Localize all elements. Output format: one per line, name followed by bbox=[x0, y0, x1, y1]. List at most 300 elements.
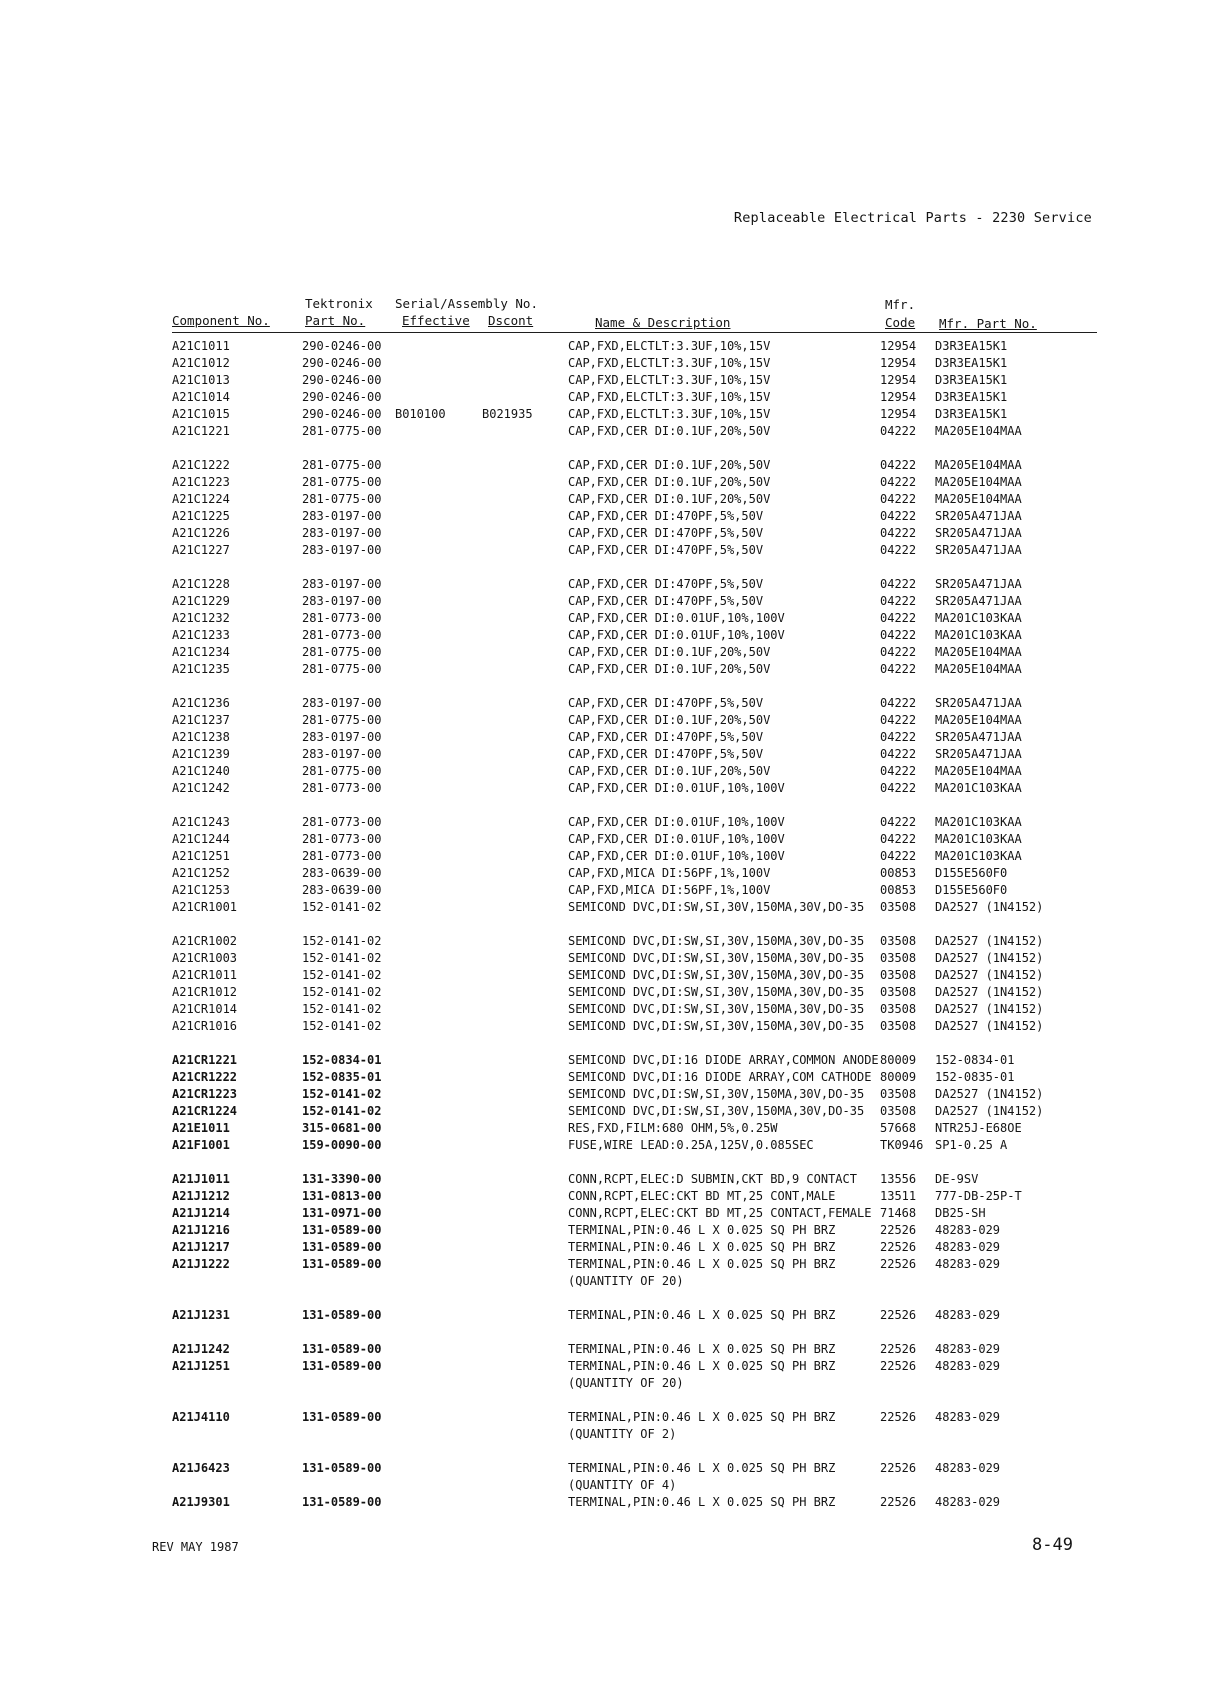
mfr-part-no: MA205E104MAA bbox=[935, 764, 1022, 778]
description: CAP,FXD,CER DI:470PF,5%,50V bbox=[568, 526, 764, 540]
table-row bbox=[0, 1222, 1224, 1239]
description: CAP,FXD,CER DI:470PF,5%,50V bbox=[568, 509, 764, 523]
description: SEMICOND DVC,DI:SW,SI,30V,150MA,30V,DO-35 bbox=[568, 934, 865, 948]
part-no: 281-0775-00 bbox=[302, 662, 382, 676]
mfr-part-no: 48283-029 bbox=[935, 1495, 1001, 1509]
description: CAP,FXD,MICA DI:56PF,1%,100V bbox=[568, 883, 771, 897]
table-row bbox=[0, 338, 1224, 355]
table-row bbox=[0, 1460, 1224, 1477]
part-no: 283-0197-00 bbox=[302, 747, 382, 761]
component-no: A21C1224 bbox=[172, 492, 230, 506]
table-row bbox=[0, 661, 1224, 678]
part-no: 152-0141-02 bbox=[302, 985, 382, 999]
effective-serial: B010100 bbox=[395, 407, 446, 421]
component-no: A21C1236 bbox=[172, 696, 230, 710]
part-no: 131-0589-00 bbox=[302, 1495, 382, 1509]
mfr-code: TK0946 bbox=[880, 1138, 924, 1152]
part-group bbox=[0, 695, 1224, 797]
mfr-code: 80009 bbox=[880, 1053, 917, 1067]
part-no: 283-0639-00 bbox=[302, 883, 382, 897]
part-no: 281-0775-00 bbox=[302, 645, 382, 659]
table-row bbox=[0, 780, 1224, 797]
table-row bbox=[0, 593, 1224, 610]
description: CAP,FXD,CER DI:470PF,5%,50V bbox=[568, 730, 764, 744]
component-no: A21F1001 bbox=[172, 1138, 230, 1152]
part-no: 131-0813-00 bbox=[302, 1189, 382, 1203]
mfr-part-no: NTR25J-E68OE bbox=[935, 1121, 1022, 1135]
component-no: A21C1237 bbox=[172, 713, 230, 727]
mfr-part-no: SR205A471JAA bbox=[935, 509, 1022, 523]
part-no: 152-0141-02 bbox=[302, 934, 382, 948]
mfr-code: 04222 bbox=[880, 526, 917, 540]
table-row bbox=[0, 389, 1224, 406]
part-no: 131-0589-00 bbox=[302, 1359, 382, 1373]
mfr-code: 22526 bbox=[880, 1223, 917, 1237]
mfr-code: 04222 bbox=[880, 424, 917, 438]
mfr-part-no: MA205E104MAA bbox=[935, 424, 1022, 438]
mfr-code: 03508 bbox=[880, 1104, 917, 1118]
mfr-part-no: MA201C103KAA bbox=[935, 815, 1022, 829]
mfr-code: 04222 bbox=[880, 730, 917, 744]
page-header: Replaceable Electrical Parts - 2230 Service bbox=[733, 210, 1092, 226]
component-no: A21J4110 bbox=[172, 1410, 230, 1424]
description: SEMICOND DVC,DI:16 DIODE ARRAY,COMMON ANODE bbox=[568, 1053, 879, 1067]
table-row bbox=[0, 1137, 1224, 1154]
part-no: 281-0775-00 bbox=[302, 764, 382, 778]
component-no: A21C1012 bbox=[172, 356, 230, 370]
mfr-part-no: SR205A471JAA bbox=[935, 543, 1022, 557]
part-group bbox=[0, 1460, 1224, 1511]
description: SEMICOND DVC,DI:SW,SI,30V,150MA,30V,DO-35 bbox=[568, 1104, 865, 1118]
part-no: 152-0141-02 bbox=[302, 1002, 382, 1016]
part-no: 281-0773-00 bbox=[302, 611, 382, 625]
component-no: A21C1239 bbox=[172, 747, 230, 761]
mfr-code: 04222 bbox=[880, 662, 917, 676]
mfr-part-no: 777-DB-25P-T bbox=[935, 1189, 1022, 1203]
part-group bbox=[0, 933, 1224, 1035]
table-row bbox=[0, 1086, 1224, 1103]
table-row bbox=[0, 1375, 1224, 1392]
mfr-part-no: DA2527 (1N4152) bbox=[935, 1104, 1044, 1118]
description: (QUANTITY OF 4) bbox=[568, 1478, 677, 1492]
description: CONN,RCPT,ELEC:CKT BD MT,25 CONT,MALE bbox=[568, 1189, 836, 1203]
mfr-code: 71468 bbox=[880, 1206, 917, 1220]
component-no: A21C1223 bbox=[172, 475, 230, 489]
table-row bbox=[0, 355, 1224, 372]
mfr-part-no: SR205A471JAA bbox=[935, 747, 1022, 761]
mfr-code: 00853 bbox=[880, 883, 917, 897]
mfr-part-no: MA205E104MAA bbox=[935, 645, 1022, 659]
mfr-code: 22526 bbox=[880, 1342, 917, 1356]
part-group bbox=[0, 1341, 1224, 1392]
mfr-part-no: 48283-029 bbox=[935, 1257, 1001, 1271]
component-no: A21CR1011 bbox=[172, 968, 238, 982]
description: TERMINAL,PIN:0.46 L X 0.025 SQ PH BRZ bbox=[568, 1359, 836, 1373]
part-no: 131-0589-00 bbox=[302, 1257, 382, 1271]
mfr-part-no: 152-0835-01 bbox=[935, 1070, 1015, 1084]
description: CONN,RCPT,ELEC:D SUBMIN,CKT BD,9 CONTACT bbox=[568, 1172, 857, 1186]
mfr-code: 04222 bbox=[880, 713, 917, 727]
mfr-part-no: D3R3EA15K1 bbox=[935, 356, 1008, 370]
page-number: 8-49 bbox=[1032, 1535, 1073, 1555]
description: SEMICOND DVC,DI:SW,SI,30V,150MA,30V,DO-35 bbox=[568, 900, 865, 914]
mfr-code: 03508 bbox=[880, 951, 917, 965]
component-no: A21C1251 bbox=[172, 849, 230, 863]
mfr-part-no: SR205A471JAA bbox=[935, 730, 1022, 744]
part-no: 281-0773-00 bbox=[302, 849, 382, 863]
header-code: Code bbox=[885, 315, 916, 330]
component-no: A21C1227 bbox=[172, 543, 230, 557]
mfr-code: 04222 bbox=[880, 628, 917, 642]
description: CAP,FXD,CER DI:0.1UF,20%,50V bbox=[568, 424, 771, 438]
description: CAP,FXD,CER DI:0.1UF,20%,50V bbox=[568, 662, 771, 676]
mfr-code: 80009 bbox=[880, 1070, 917, 1084]
mfr-code: 04222 bbox=[880, 832, 917, 846]
mfr-code: 04222 bbox=[880, 781, 917, 795]
part-no: 281-0773-00 bbox=[302, 628, 382, 642]
component-no: A21J1231 bbox=[172, 1308, 230, 1322]
description: TERMINAL,PIN:0.46 L X 0.025 SQ PH BRZ bbox=[568, 1257, 836, 1271]
table-row bbox=[0, 763, 1224, 780]
mfr-part-no: 48283-029 bbox=[935, 1308, 1001, 1322]
part-no: 281-0775-00 bbox=[302, 492, 382, 506]
part-no: 281-0775-00 bbox=[302, 475, 382, 489]
discontinued-serial: B021935 bbox=[482, 407, 533, 421]
part-group bbox=[0, 457, 1224, 559]
part-no: 290-0246-00 bbox=[302, 339, 382, 353]
table-row bbox=[0, 542, 1224, 559]
component-no: A21J1216 bbox=[172, 1223, 230, 1237]
table-row bbox=[0, 1188, 1224, 1205]
header-mfr: Mfr. bbox=[885, 297, 916, 312]
component-no: A21C1011 bbox=[172, 339, 230, 353]
table-row bbox=[0, 1494, 1224, 1511]
description: SEMICOND DVC,DI:SW,SI,30V,150MA,30V,DO-35 bbox=[568, 968, 865, 982]
component-no: A21CR1002 bbox=[172, 934, 238, 948]
table-row bbox=[0, 967, 1224, 984]
table-row bbox=[0, 933, 1224, 950]
component-no: A21CR1014 bbox=[172, 1002, 238, 1016]
description: SEMICOND DVC,DI:16 DIODE ARRAY,COM CATHODE bbox=[568, 1070, 872, 1084]
part-group bbox=[0, 576, 1224, 678]
header-serial-assembly-no: Serial/Assembly No. bbox=[395, 296, 538, 311]
table-row bbox=[0, 372, 1224, 389]
component-no: A21J1242 bbox=[172, 1342, 230, 1356]
component-no: A21E1011 bbox=[172, 1121, 230, 1135]
mfr-code: 04222 bbox=[880, 645, 917, 659]
table-row bbox=[0, 525, 1224, 542]
part-no: 152-0141-02 bbox=[302, 968, 382, 982]
mfr-code: 04222 bbox=[880, 849, 917, 863]
part-no: 283-0197-00 bbox=[302, 543, 382, 557]
component-no: A21C1226 bbox=[172, 526, 230, 540]
description: CAP,FXD,CER DI:0.1UF,20%,50V bbox=[568, 475, 771, 489]
description: CAP,FXD,CER DI:470PF,5%,50V bbox=[568, 543, 764, 557]
mfr-code: 04222 bbox=[880, 764, 917, 778]
part-no: 281-0775-00 bbox=[302, 424, 382, 438]
part-no: 283-0197-00 bbox=[302, 696, 382, 710]
description: (QUANTITY OF 20) bbox=[568, 1274, 684, 1288]
mfr-part-no: DA2527 (1N4152) bbox=[935, 934, 1044, 948]
component-no: A21C1229 bbox=[172, 594, 230, 608]
component-no: A21CR1012 bbox=[172, 985, 238, 999]
description: TERMINAL,PIN:0.46 L X 0.025 SQ PH BRZ bbox=[568, 1495, 836, 1509]
table-row bbox=[0, 1018, 1224, 1035]
component-no: A21C1253 bbox=[172, 883, 230, 897]
component-no: A21J6423 bbox=[172, 1461, 230, 1475]
description: TERMINAL,PIN:0.46 L X 0.025 SQ PH BRZ bbox=[568, 1342, 836, 1356]
part-no: 131-0589-00 bbox=[302, 1342, 382, 1356]
mfr-code: 03508 bbox=[880, 1019, 917, 1033]
part-no: 152-0141-02 bbox=[302, 1104, 382, 1118]
description: TERMINAL,PIN:0.46 L X 0.025 SQ PH BRZ bbox=[568, 1410, 836, 1424]
description: TERMINAL,PIN:0.46 L X 0.025 SQ PH BRZ bbox=[568, 1308, 836, 1322]
part-no: 131-0971-00 bbox=[302, 1206, 382, 1220]
table-row bbox=[0, 1205, 1224, 1222]
component-no: A21J1212 bbox=[172, 1189, 230, 1203]
table-row bbox=[0, 644, 1224, 661]
component-no: A21CR1016 bbox=[172, 1019, 238, 1033]
table-row bbox=[0, 950, 1224, 967]
description: (QUANTITY OF 2) bbox=[568, 1427, 677, 1441]
component-no: A21C1228 bbox=[172, 577, 230, 591]
description: CAP,FXD,CER DI:470PF,5%,50V bbox=[568, 696, 764, 710]
mfr-part-no: MA205E104MAA bbox=[935, 662, 1022, 676]
component-no: A21CR1003 bbox=[172, 951, 238, 965]
table-row bbox=[0, 712, 1224, 729]
description: (QUANTITY OF 20) bbox=[568, 1376, 684, 1390]
mfr-code: 12954 bbox=[880, 356, 917, 370]
mfr-part-no: MA205E104MAA bbox=[935, 475, 1022, 489]
component-no: A21CR1001 bbox=[172, 900, 238, 914]
component-no: A21C1221 bbox=[172, 424, 230, 438]
part-no: 131-0589-00 bbox=[302, 1240, 382, 1254]
description: CAP,FXD,CER DI:470PF,5%,50V bbox=[568, 747, 764, 761]
mfr-part-no: DA2527 (1N4152) bbox=[935, 1002, 1044, 1016]
description: CAP,FXD,CER DI:0.01UF,10%,100V bbox=[568, 781, 785, 795]
mfr-code: 04222 bbox=[880, 458, 917, 472]
part-no: 152-0141-02 bbox=[302, 900, 382, 914]
mfr-part-no: MA201C103KAA bbox=[935, 611, 1022, 625]
table-row bbox=[0, 1171, 1224, 1188]
part-no: 290-0246-00 bbox=[302, 390, 382, 404]
mfr-part-no: MA201C103KAA bbox=[935, 832, 1022, 846]
part-no: 159-0090-00 bbox=[302, 1138, 382, 1152]
mfr-part-no: MA201C103KAA bbox=[935, 849, 1022, 863]
component-no: A21C1233 bbox=[172, 628, 230, 642]
part-no: 283-0197-00 bbox=[302, 509, 382, 523]
part-no: 283-0197-00 bbox=[302, 594, 382, 608]
mfr-part-no: DA2527 (1N4152) bbox=[935, 985, 1044, 999]
mfr-part-no: SR205A471JAA bbox=[935, 577, 1022, 591]
description: TERMINAL,PIN:0.46 L X 0.025 SQ PH BRZ bbox=[568, 1461, 836, 1475]
description: CAP,FXD,ELCTLT:3.3UF,10%,15V bbox=[568, 339, 771, 353]
part-no: 281-0773-00 bbox=[302, 815, 382, 829]
mfr-part-no: D3R3EA15K1 bbox=[935, 373, 1008, 387]
description: SEMICOND DVC,DI:SW,SI,30V,150MA,30V,DO-35 bbox=[568, 1019, 865, 1033]
component-no: A21C1014 bbox=[172, 390, 230, 404]
component-no: A21C1238 bbox=[172, 730, 230, 744]
mfr-code: 12954 bbox=[880, 390, 917, 404]
component-no: A21CR1222 bbox=[172, 1070, 238, 1084]
component-no: A21J1011 bbox=[172, 1172, 230, 1186]
table-row bbox=[0, 491, 1224, 508]
part-group bbox=[0, 1409, 1224, 1443]
mfr-code: 22526 bbox=[880, 1240, 917, 1254]
table-row bbox=[0, 1307, 1224, 1324]
mfr-code: 04222 bbox=[880, 475, 917, 489]
component-no: A21J9301 bbox=[172, 1495, 230, 1509]
table-row bbox=[0, 576, 1224, 593]
mfr-part-no: SR205A471JAA bbox=[935, 526, 1022, 540]
mfr-code: 13556 bbox=[880, 1172, 917, 1186]
mfr-part-no: 48283-029 bbox=[935, 1461, 1001, 1475]
mfr-part-no: MA205E104MAA bbox=[935, 492, 1022, 506]
mfr-part-no: DA2527 (1N4152) bbox=[935, 951, 1044, 965]
table-row bbox=[0, 984, 1224, 1001]
table-row bbox=[0, 1477, 1224, 1494]
header-mfr-part-no: Mfr. Part No. bbox=[939, 316, 1037, 331]
description: CAP,FXD,ELCTLT:3.3UF,10%,15V bbox=[568, 356, 771, 370]
description: CAP,FXD,CER DI:470PF,5%,50V bbox=[568, 577, 764, 591]
mfr-part-no: DA2527 (1N4152) bbox=[935, 900, 1044, 914]
mfr-part-no: MA201C103KAA bbox=[935, 628, 1022, 642]
table-row bbox=[0, 457, 1224, 474]
header-part-no: Part No. bbox=[305, 313, 366, 328]
part-no: 131-3390-00 bbox=[302, 1172, 382, 1186]
mfr-part-no: D155E560F0 bbox=[935, 883, 1008, 897]
mfr-code: 03508 bbox=[880, 968, 917, 982]
table-row bbox=[0, 423, 1224, 440]
table-row bbox=[0, 1358, 1224, 1375]
header-component-no: Component No. bbox=[172, 313, 270, 328]
part-no: 281-0773-00 bbox=[302, 832, 382, 846]
mfr-code: 03508 bbox=[880, 900, 917, 914]
table-row bbox=[0, 1341, 1224, 1358]
mfr-part-no: SP1-0.25 A bbox=[935, 1138, 1008, 1152]
mfr-code: 04222 bbox=[880, 543, 917, 557]
mfr-part-no: 48283-029 bbox=[935, 1240, 1001, 1254]
table-row bbox=[0, 627, 1224, 644]
part-no: 283-0639-00 bbox=[302, 866, 382, 880]
mfr-code: 12954 bbox=[880, 339, 917, 353]
part-no: 131-0589-00 bbox=[302, 1410, 382, 1424]
part-no: 131-0589-00 bbox=[302, 1461, 382, 1475]
mfr-part-no: D3R3EA15K1 bbox=[935, 407, 1008, 421]
component-no: A21C1243 bbox=[172, 815, 230, 829]
table-row bbox=[0, 1103, 1224, 1120]
mfr-code: 22526 bbox=[880, 1461, 917, 1475]
description: CAP,FXD,CER DI:0.1UF,20%,50V bbox=[568, 764, 771, 778]
description: CAP,FXD,CER DI:0.1UF,20%,50V bbox=[568, 645, 771, 659]
mfr-code: 22526 bbox=[880, 1495, 917, 1509]
part-no: 290-0246-00 bbox=[302, 356, 382, 370]
component-no: A21C1252 bbox=[172, 866, 230, 880]
part-no: 152-0141-02 bbox=[302, 1019, 382, 1033]
description: SEMICOND DVC,DI:SW,SI,30V,150MA,30V,DO-35 bbox=[568, 951, 865, 965]
part-no: 152-0141-02 bbox=[302, 951, 382, 965]
mfr-code: 13511 bbox=[880, 1189, 917, 1203]
header-tektronix: Tektronix bbox=[305, 296, 373, 311]
table-row bbox=[0, 814, 1224, 831]
table-row bbox=[0, 882, 1224, 899]
mfr-code: 04222 bbox=[880, 492, 917, 506]
table-row bbox=[0, 746, 1224, 763]
mfr-part-no: SR205A471JAA bbox=[935, 696, 1022, 710]
part-no: 152-0835-01 bbox=[302, 1070, 382, 1084]
description: RES,FXD,FILM:680 OHM,5%,0.25W bbox=[568, 1121, 778, 1135]
header-rule bbox=[172, 332, 1097, 333]
part-no: 281-0773-00 bbox=[302, 781, 382, 795]
description: CAP,FXD,CER DI:470PF,5%,50V bbox=[568, 594, 764, 608]
part-no: 315-0681-00 bbox=[302, 1121, 382, 1135]
description: CAP,FXD,CER DI:0.1UF,20%,50V bbox=[568, 492, 771, 506]
mfr-part-no: 152-0834-01 bbox=[935, 1053, 1015, 1067]
mfr-part-no: DB25-SH bbox=[935, 1206, 986, 1220]
mfr-part-no: 48283-029 bbox=[935, 1410, 1001, 1424]
mfr-code: 22526 bbox=[880, 1308, 917, 1322]
part-no: 281-0775-00 bbox=[302, 458, 382, 472]
description: SEMICOND DVC,DI:SW,SI,30V,150MA,30V,DO-35 bbox=[568, 1087, 865, 1101]
component-no: A21C1240 bbox=[172, 764, 230, 778]
part-no: 131-0589-00 bbox=[302, 1223, 382, 1237]
description: CAP,FXD,ELCTLT:3.3UF,10%,15V bbox=[568, 373, 771, 387]
mfr-code: 04222 bbox=[880, 509, 917, 523]
table-row bbox=[0, 474, 1224, 491]
mfr-code: 04222 bbox=[880, 611, 917, 625]
part-no: 283-0197-00 bbox=[302, 577, 382, 591]
component-no: A21CR1221 bbox=[172, 1053, 238, 1067]
description: CAP,FXD,CER DI:0.01UF,10%,100V bbox=[568, 628, 785, 642]
description: CAP,FXD,CER DI:0.01UF,10%,100V bbox=[568, 849, 785, 863]
part-no: 281-0775-00 bbox=[302, 713, 382, 727]
table-row bbox=[0, 610, 1224, 627]
table-row bbox=[0, 848, 1224, 865]
mfr-code: 03508 bbox=[880, 985, 917, 999]
part-no: 290-0246-00 bbox=[302, 407, 382, 421]
component-no: A21J1251 bbox=[172, 1359, 230, 1373]
part-no: 290-0246-00 bbox=[302, 373, 382, 387]
mfr-part-no: DA2527 (1N4152) bbox=[935, 1019, 1044, 1033]
component-no: A21C1222 bbox=[172, 458, 230, 472]
component-no: A21C1242 bbox=[172, 781, 230, 795]
table-row bbox=[0, 1069, 1224, 1086]
mfr-part-no: DA2527 (1N4152) bbox=[935, 968, 1044, 982]
mfr-code: 03508 bbox=[880, 1002, 917, 1016]
mfr-part-no: D3R3EA15K1 bbox=[935, 339, 1008, 353]
mfr-code: 22526 bbox=[880, 1359, 917, 1373]
mfr-code: 04222 bbox=[880, 577, 917, 591]
component-no: A21CR1223 bbox=[172, 1087, 238, 1101]
header-effective: Effective bbox=[402, 313, 470, 328]
component-no: A21J1214 bbox=[172, 1206, 230, 1220]
mfr-part-no: DE-9SV bbox=[935, 1172, 979, 1186]
description: CAP,FXD,CER DI:0.01UF,10%,100V bbox=[568, 815, 785, 829]
mfr-part-no: MA205E104MAA bbox=[935, 713, 1022, 727]
table-row bbox=[0, 695, 1224, 712]
table-row bbox=[0, 1239, 1224, 1256]
part-group bbox=[0, 1052, 1224, 1154]
table-row bbox=[0, 1426, 1224, 1443]
mfr-part-no: D155E560F0 bbox=[935, 866, 1008, 880]
mfr-code: 22526 bbox=[880, 1257, 917, 1271]
mfr-code: 04222 bbox=[880, 594, 917, 608]
mfr-code: 04222 bbox=[880, 747, 917, 761]
mfr-part-no: 48283-029 bbox=[935, 1359, 1001, 1373]
mfr-code: 04222 bbox=[880, 696, 917, 710]
description: CAP,FXD,CER DI:0.1UF,20%,50V bbox=[568, 458, 771, 472]
revision-date: REV MAY 1987 bbox=[152, 1540, 239, 1554]
